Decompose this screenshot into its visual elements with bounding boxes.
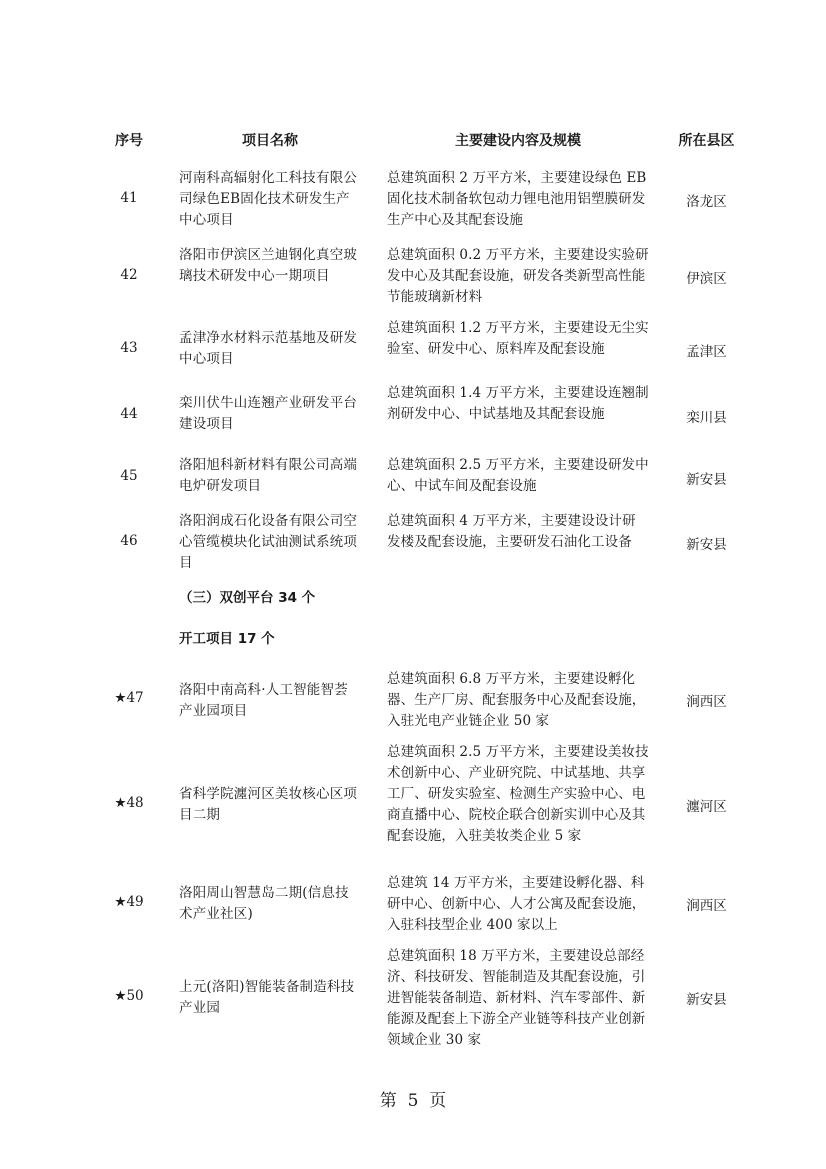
project-name: 洛阳润成石化设备有限公司空心管缆模块化试油测试系统项目: [179, 513, 358, 571]
page-number: 第 5 页: [379, 1091, 447, 1111]
project-content: 总建筑面积 2 万平方米，主要建设绿色 EB 固化技术制备软包动力锂电池用铝塑膜研发生产中心及其配套设施: [387, 170, 647, 228]
project-name: 洛阳旭科新材料有限公司高端电炉研发项目: [179, 457, 358, 494]
row-number: ★49: [114, 894, 144, 910]
project-county: 新安县: [686, 472, 727, 488]
row-number: ★47: [114, 690, 144, 706]
project-content: 总建筑面积 0.2 万平方米，主要建设实验研发中心及其配套设施，研发各类新型高性能节能玻璃新材料: [387, 247, 649, 305]
project-county: 涧西区: [686, 898, 727, 914]
project-name: 洛阳市伊滨区兰迪钢化真空玻璃技术研发中心一期项目: [179, 247, 358, 284]
project-county: 栾川县: [686, 410, 727, 426]
header-county: 所在县区: [678, 133, 735, 149]
row-number: 41: [120, 190, 138, 206]
project-content: 总建筑面积 1.4 万平方米，主要建设连翘制剂研发中心、中试基地及其配套设施: [387, 385, 649, 422]
header-number: 序号: [115, 133, 143, 149]
project-content: 总建筑面积 2.5 万平方米，主要建设研发中心、中试车间及配套设施: [387, 457, 649, 494]
row-number: ★50: [114, 988, 144, 1004]
project-county: 洛龙区: [686, 194, 727, 210]
section-heading: （三）双创平台 34 个: [179, 590, 316, 606]
row-number: 44: [120, 406, 138, 422]
project-name: 洛阳中南高科·人工智能智荟产业园项目: [179, 682, 348, 719]
header-content: 主要建设内容及规模: [455, 133, 581, 149]
project-county: 瀍河区: [686, 799, 727, 815]
project-county: 涧西区: [686, 694, 727, 710]
header-project-name: 项目名称: [242, 133, 298, 149]
project-content: 总建筑 14 万平方米，主要建设孵化器、科研中心、创新中心、人才公寓及配套设施，入驻科技型企业 400 家以上: [387, 875, 646, 933]
project-name: 上元(洛阳)智能装备制造科技产业园: [179, 979, 355, 1016]
row-number: ★48: [114, 795, 144, 811]
project-county: 新安县: [686, 992, 727, 1008]
row-number: 46: [120, 533, 138, 549]
row-number: 45: [120, 468, 138, 484]
project-name: 孟津净水材料示范基地及研发中心项目: [179, 330, 358, 367]
row-number: 42: [120, 267, 138, 283]
sub-heading: 开工项目 17 个: [179, 631, 275, 647]
project-county: 新安县: [686, 537, 727, 553]
project-content: 总建筑面积 18 万平方米，主要建设总部经济、科技研发、智能制造及其配套设施，引进智能装备制造、新材料、汽车零部件、新能源及配套上下游全产业链等科技产业创新领域企业 30 家: [387, 948, 646, 1048]
project-name: 省科学院瀍河区美妆核心区项目二期: [179, 786, 358, 823]
project-content: 总建筑面积 2.5 万平方米，主要建设美妆技术创新中心、产业研究院、中试基地、共享工厂、研发实验室、检测生产实验中心、电商直播中心、院校企联合创新实训中心及其配套设施，入驻美妆类企业 5 家: [387, 744, 649, 844]
project-name: 洛阳周山智慧岛二期(信息技术产业社区): [179, 885, 349, 922]
project-name: 栾川伏牛山连翘产业研发平台建设项目: [179, 395, 358, 432]
project-content: 总建筑面积 6.8 万平方米，主要建设孵化器、生产厂房、配套服务中心及配套设施，入驻光电产业链企业 50 家: [387, 671, 646, 729]
project-county: 伊滨区: [686, 271, 727, 287]
project-name: 河南科高辐射化工科技有限公司绿色EB固化技术研发生产中心项目: [179, 170, 358, 228]
project-content: 总建筑面积 1.2 万平方米，主要建设无尘实验室、研发中心、原料库及配套设施: [387, 320, 649, 357]
row-number: 43: [120, 340, 138, 356]
project-content: 总建筑面积 4 万平方米，主要建设设计研发楼及配套设施，主要研发石油化工设备: [387, 513, 636, 550]
project-county: 孟津区: [686, 344, 727, 360]
